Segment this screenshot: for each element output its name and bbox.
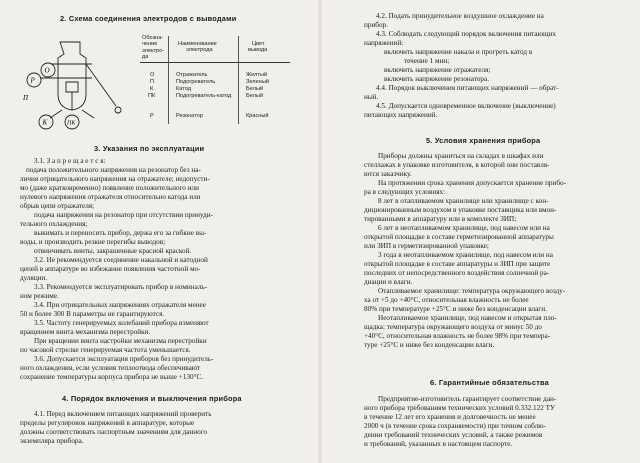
text-line: +40°С, относительная влажность не более 98% при темпера- [364, 332, 551, 340]
table-row-color: Желтый [246, 72, 267, 78]
diagram-label-o: О [44, 66, 50, 75]
text-line: открытой площадке в составе аппаратуры и ЗИП при защите [364, 260, 551, 268]
text-line: пределы регулировок напряжений в аппаратуре, которые [20, 419, 195, 427]
text-line: туре +25°С и ниже без конденсации влаги. [364, 341, 495, 349]
text-line: последних от непосредственного воздействия солнечной ра- [364, 269, 550, 277]
text-line: Предприятие-изготовитель гарантирует соответствие дан- [378, 395, 557, 403]
text-line: ный. [364, 93, 379, 101]
text-line: 3.4. При отрицательных напряжениях отражателя менее [34, 301, 206, 309]
tube-electrode-diagram [22, 34, 122, 130]
text-line: подача положительного напряжения на резонатор без на- [26, 166, 201, 174]
text-line: вращением винта механизма перестройки. [20, 328, 151, 336]
text-line: в течение 12 лет его хранения и долговечность не менее [364, 413, 536, 421]
section3-heading: 3. Указания по эксплуатации [94, 144, 205, 153]
text-line: щадка: температура окружающего воздуха от минус 50 до [364, 323, 542, 331]
text-line: диционированным воздухом в упаковке поставщика или вмон- [364, 206, 557, 214]
text-line: 3.1. З а п р е щ а е т с я: [34, 157, 106, 165]
diagram-label-pk: ПК [67, 120, 76, 127]
section4-heading: 4. Порядок включения и выключения прибора [62, 394, 242, 403]
text-line: тированными в аппаратуру или в комплекте ЗИП; [364, 215, 517, 223]
table-row-code: П [150, 79, 155, 85]
text-line: 3.5. Частоту генерируемых колебаний прибора изменяют [34, 319, 209, 327]
text-line: и требований, указанных в настоящем паспорте. [364, 440, 513, 448]
text-line: ра в следующих условиях: [364, 188, 446, 196]
text-line: открытой площадке в составе герметизированной аппаратуры [364, 233, 554, 241]
col-header-name: Наименование электрода [178, 41, 217, 54]
text-line: дуляции. [20, 274, 48, 282]
text-line: должны соответствовать паспортным значениям для данного [20, 428, 208, 436]
text-line: сохранение температуры корпуса прибора не выше +130°С. [20, 373, 204, 381]
text-line: тельного охлаждения; [20, 220, 88, 228]
table-col-rule-2 [238, 36, 239, 124]
table-row-code: ПК [148, 93, 156, 99]
col-header-code: Обозна- чение электро- да [142, 35, 165, 61]
text-line: 3.3. Рекомендуется эксплуатировать прибор в номиналь- [34, 283, 208, 291]
text-line: 3 года в неотапливаемом хранилище, под навесом или на [378, 251, 553, 259]
table-row-code: О [150, 72, 155, 78]
table-header-rule [140, 62, 290, 63]
table-row-code: Р [150, 113, 154, 119]
text-line: 4.3. Соблюдать следующий порядок включения питающих [376, 30, 556, 38]
text-line: 6 лет в неотапливаемом хранилище, под навесом или на [378, 224, 550, 232]
table-row-color: Белый [246, 86, 264, 92]
table-col-rule-1 [168, 36, 169, 124]
text-line: ются заказчику. [364, 170, 412, 178]
table-row-name: Резонатор [176, 113, 203, 119]
col-header-color: Цвет вывода [248, 41, 268, 54]
text-line: 4.4. Порядок выключения питающих напряжений — обрат- [376, 84, 559, 92]
text-line: питающих напряжений. [364, 111, 438, 119]
text-line: нулевого напряжения отражателя относительно катода или [20, 193, 201, 201]
text-line: по часовой стрелке генерируемая частота уменьшается. [20, 346, 191, 354]
text-line: подача напряжения на резонатор при отсутствии принуди- [34, 211, 214, 219]
text-line: 50 и более 300 В параметры не гарантируются. [20, 310, 165, 318]
table-row-name: Подогреватель [176, 79, 216, 85]
text-line: 8 лет в отапливаемом хранилище или хранилище с кон- [378, 197, 549, 205]
text-line: ха от +5 до +40°С, относительная влажность не более [364, 296, 529, 304]
text-line: обрыв цепи отражателя; [20, 202, 95, 210]
table-row-name: Отражатель [176, 72, 208, 78]
diagram-label-p: П [23, 94, 29, 102]
text-line: цепей в аппаратуре во избежание появления частотной мо- [20, 265, 201, 273]
section2-heading: 2. Схема соединения электродов с выводами [60, 14, 237, 23]
text-line: Отапливаемое хранилище: температура окружающего возду- [378, 287, 566, 295]
text-line: 3.6. Допускается эксплуатация приборов без принудитель- [34, 355, 214, 363]
text-line: 4.1. Перед включением питающих напряжений проверить [34, 410, 212, 418]
table-row-name: Подогреватель-катод [176, 93, 232, 99]
section6-heading: 6. Гарантийные обязательства [430, 378, 549, 387]
left-page [0, 0, 316, 463]
text-line: включить напряжение накала и прогреть катод в [384, 48, 533, 56]
text-line: 4.2. Подать принудительное воздушное охлаждение на [376, 12, 544, 20]
text-line: 2000 ч (в течение срока сохраняемости) при точном соблю- [364, 422, 546, 430]
text-line: личия отрицательного напряжения на отражателе; недопусти- [20, 175, 210, 183]
right-page [324, 0, 636, 463]
table-row-code: К [150, 86, 154, 92]
table-row-color: Красный [246, 113, 269, 119]
table-row-name: Катод [176, 86, 191, 92]
text-line: ного охлаждения, если условия теплоотвода обеспечивают [20, 364, 201, 372]
text-line: ном режиме. [20, 292, 59, 300]
page-fold [318, 0, 322, 463]
text-line: 4.5. Допускается одновременное включение (выключение) [376, 102, 556, 110]
text-line: отвинчивать винты, закрашенные красной краской. [34, 247, 192, 255]
text-line: Неотапливаемое хранилище, под навесом и открытая пло- [378, 314, 557, 322]
text-line: дении требований технических условий, а также режимов [364, 431, 543, 439]
text-line: При вращении винта настройки механизма перестройки [34, 337, 207, 345]
text-line: экземпляра прибора. [20, 437, 84, 445]
text-line: прибор. [364, 21, 388, 29]
table-row-color: Белый [246, 93, 264, 99]
text-line: или ЗИП в герметизированной упаковке; [364, 242, 489, 250]
text-line: включить напряжение резонатора. [384, 75, 490, 83]
table-row-color: Зеленый [246, 79, 269, 85]
text-line: Приборы должны храниться на складах в шкафах или [378, 152, 544, 160]
section5-heading: 5. Условия хранения прибора [426, 136, 541, 145]
text-line: воды, и производить резкие перегибы выводов; [20, 238, 166, 246]
text-line: выкимать и переносить прибор, держа его за гибкие вы- [34, 229, 207, 237]
text-line: 3.2. Не рекомендуется соединение накальной и катодной [34, 256, 208, 264]
text-line: ного прибора требованиям технических условий 0.332.122 ТУ [364, 404, 556, 412]
diagram-label-k: К [42, 118, 48, 127]
text-line: диации и влаги. [364, 278, 413, 286]
text-line: включить напряжение отражателя; [384, 66, 491, 74]
text-line: мо (даже кратковременно) появление положительного или [20, 184, 199, 192]
pin-r-circle [115, 107, 121, 113]
text-line: На протяжении срока хранения допускается хранение прибо- [378, 179, 567, 187]
text-line: стеллажах в упаковке изготовителя, в которой они поставля- [364, 161, 550, 169]
resonator-lead-line [86, 64, 116, 106]
text-line: напряжений: [364, 39, 404, 47]
diagram-label-r: Р [30, 76, 35, 85]
text-line: 80% при температуре +25°С и ниже без конденсации влаги. [364, 305, 547, 313]
text-line: течение 1 мин; [404, 57, 450, 65]
